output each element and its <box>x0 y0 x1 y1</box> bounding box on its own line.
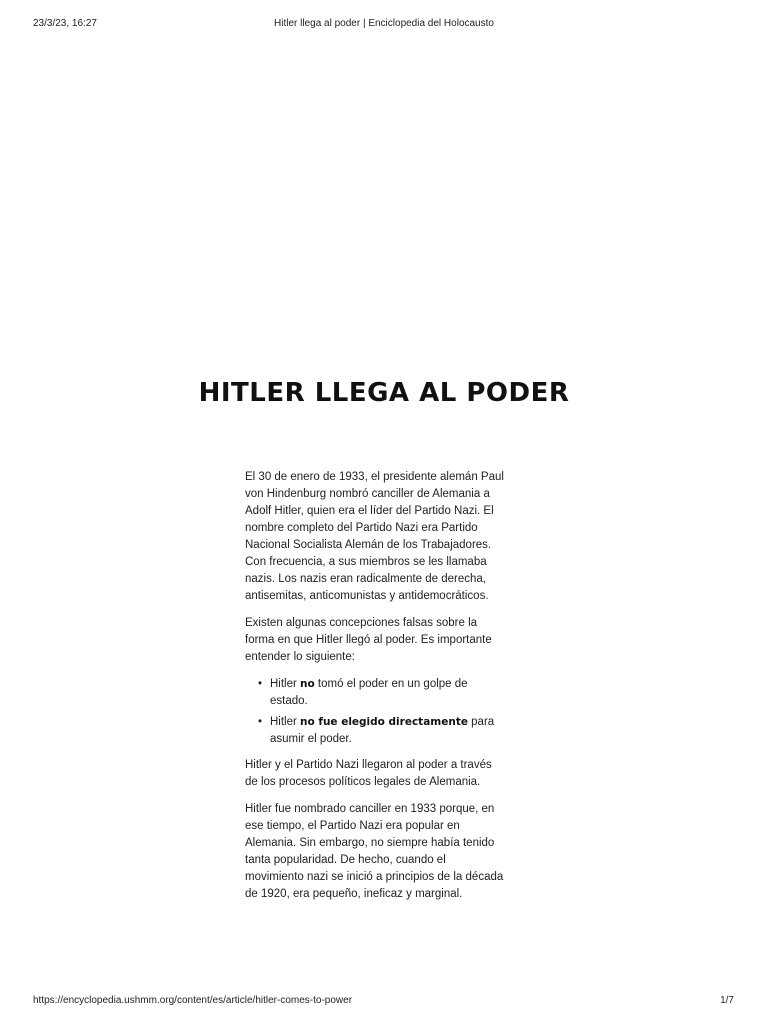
bullet-icon: • <box>258 716 263 728</box>
misconceptions-list <box>245 676 507 748</box>
article-title: HITLER LLEGA AL PODER <box>198 378 570 408</box>
print-header <box>0 18 768 32</box>
article-body <box>245 469 507 913</box>
list-item-emphasis: no <box>300 678 315 690</box>
print-page-number: 1/7 <box>720 995 734 1006</box>
list-item-text-after: tomó el poder en un golpe de estado. <box>270 678 468 707</box>
paragraph-misconceptions: Existen algunas concepciones falsas sobre la forma en que Hitler llegó al poder. Es importante entender lo siguiente: <box>245 617 492 663</box>
list-item <box>258 676 507 710</box>
list-item-text-before: Hitler <box>270 716 301 728</box>
bullet-icon: • <box>258 678 263 690</box>
paragraph-popularity: Hitler fue nombrado canciller en 1933 porque, en ese tiempo, el Partido Nazi era popular en Alemania. Sin embargo, no siempre había tenido tanta popularidad. De hecho, cuando el movimiento nazi se inició a principios de la década de 1920, era pequeño, ineficaz y marginal. <box>245 803 504 900</box>
paragraph-legal-process: Hitler y el Partido Nazi llegaron al poder a través de los procesos políticos legales de Alemania. <box>245 759 492 788</box>
list-item <box>258 714 507 748</box>
list-item-text-after: para asumir el poder. <box>270 716 495 745</box>
print-url: https://encyclopedia.ushmm.org/content/es/article/hitler-comes-to-power <box>33 995 353 1006</box>
print-datetime: 23/3/23, 16:27 <box>33 18 97 29</box>
list-item-emphasis: no fue elegido directamente <box>300 716 468 728</box>
print-page-title: Hitler llega al poder | Enciclopedia del Holocausto <box>274 18 494 29</box>
paragraph-intro: El 30 de enero de 1933, el presidente alemán Paul von Hindenburg nombró canciller de Alemania a Adolf Hitler, quien era el líder del Partido Nazi. El nombre completo del Partido Nazi era Partido Nacional Socialista Alemán de los Trabajadores. Con frecuencia, a sus miembros se les llamaba nazis. Los nazis eran radicalmente de derecha, antisemitas, anticomunistas y antidemocráticos. <box>245 471 504 602</box>
list-item-text-before: Hitler <box>270 678 301 690</box>
